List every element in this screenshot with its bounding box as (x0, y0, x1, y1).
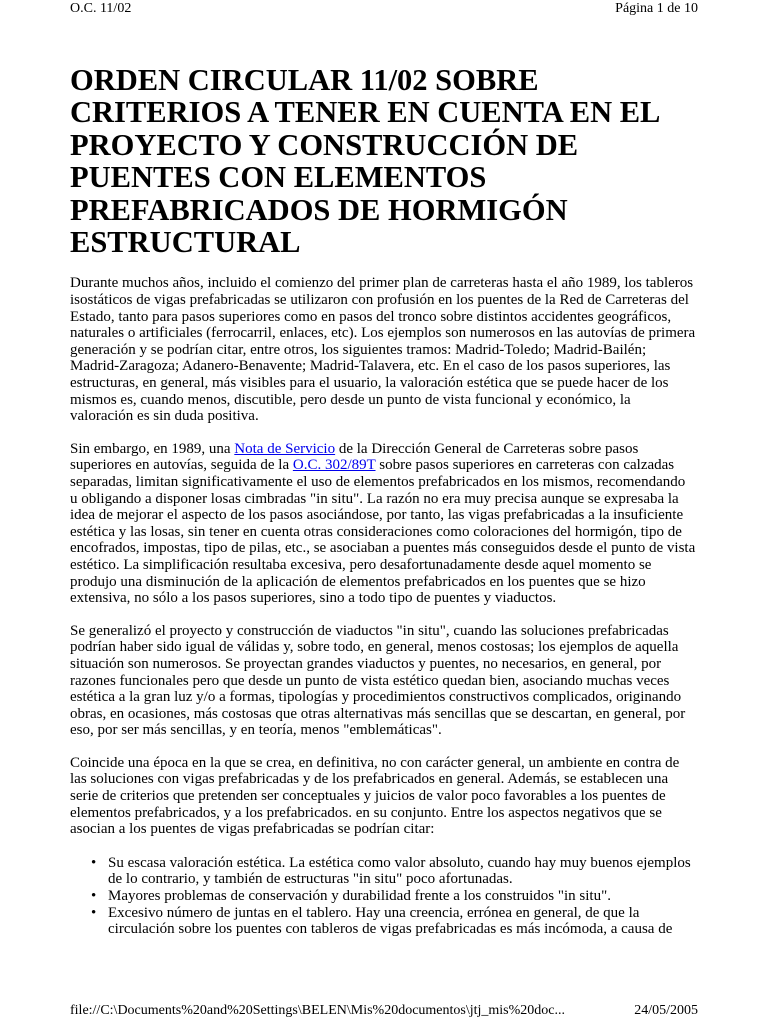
document-reference: O.C. 11/02 (70, 1, 132, 16)
list-item-text: Su escasa valoración estética. La estética como valor absoluto, cuando hay muy buenos ejemplos de lo contrario, y también de estructuras "in situ" poco afortunadas. (108, 854, 691, 888)
bullet-icon: • (91, 854, 97, 871)
paragraph-text: Sin embargo, en 1989, una (70, 440, 235, 457)
bullet-icon: • (91, 888, 97, 905)
print-date: 24/05/2005 (634, 1003, 698, 1018)
list-item-text: Mayores problemas de conservación y durabilidad frente a los construidos "in situ". (108, 888, 611, 905)
nota-de-servicio-link[interactable]: Nota de Servicio (234, 440, 336, 457)
page-footer (70, 1002, 698, 1020)
document-body (70, 64, 696, 938)
paragraph-viaductos: Se generalizó el proyecto y construcción de viaductos "in situ", cuando las soluciones prefabricadas podrían haber sido igual de válidas y, sobre todo, en general, menos costosas; los ejemplos de aquella situación son numerosos. Se proyectan grandes viaductos y puentes, no necesarios, en general, por razones funcionales pero que desde un punto de vista estético quedan bien, asociando muchas veces estética a la gran luz y/o a formas, tipologías y procedimientos constructivos complicados, originando obras, en ocasiones, más costosas que otras alternativas más sencillas que se descartan, en general, por eso, por ser más sencillas, y en teoría, menos "emblemáticas". (70, 622, 686, 739)
paragraph-nota-servicio (70, 441, 696, 607)
list-item (91, 904, 696, 938)
list-item (91, 888, 696, 905)
page-header (70, 0, 698, 18)
list-item-text: Excesivo número de juntas en el tablero. Hay una creencia, errónea en general, de que la circulación sobre los puentes con tableros de vigas prefabricadas es más incómoda, a causa de (108, 904, 673, 938)
page-number: Página 1 de 10 (615, 1, 698, 16)
bullet-icon: • (91, 904, 97, 921)
file-path: file://C:\Documents%20and%20Settings\BELEN\Mis%20documentos\jtj_mis%20doc... (70, 1003, 566, 1018)
paragraph-aspectos-negativos: Coincide una época en la que se crea, en definitiva, no con carácter general, un ambiente en contra de las soluciones con vigas prefabricadas y de los prefabricados en general. Además, se establecen una serie de criterios que pretenden ser conceptuales y juicios de valor poco favorables a los puentes de elementos prefabricados, y a los prefabricados. en su conjunto. Entre los aspectos negativos que se asocian a los puentes de vigas prefabricadas se podrían citar: (70, 754, 680, 838)
oc-302-89t-link[interactable]: O.C. 302/89T (292, 457, 376, 474)
document-title: ORDEN CIRCULAR 11/02 SOBRE CRITERIOS A TENER EN CUENTA EN EL PROYECTO Y CONSTRUCCIÓN DE PUENTES CON ELEMENTOS PREFABRICADOS DE HORMIGÓN ESTRUCTURAL (70, 63, 659, 260)
negative-aspects-list (70, 855, 696, 938)
list-item (91, 854, 696, 888)
paragraph-text: de la Dirección General de Carreteras sobre pasos superiores en autovías, seguida de la (70, 440, 639, 474)
paragraph-intro: Durante muchos años, incluido el comienzo del primer plan de carreteras hasta el año 1989, los tableros isostáticos de vigas prefabricadas se utilizaron con profusión en los puentes de la Red de Carreteras del Estado, tanto para pasos superiores como en pasos del tronco sobre distintos accidentes geográficos, naturales o artificiales (ferrocarril, enlaces, etc). Los ejemplos son numerosos en las autovías de primera generación y se podrían citar, entre otros, los siguientes tramos: Madrid-Toledo; Madrid-Bailén; Madrid-Zaragoza; Adanero-Benavente; Madrid-Talavera, etc. En el caso de los pasos superiores, las estructuras, en general, más visibles para el usuario, la valoración estética que se puede hacer de los mismos es, cuando menos, discutible, pero desde un punto de vista funcional y económico, la valoración es sin duda positiva. (70, 275, 696, 425)
paragraph-text: sobre pasos superiores en carreteras con calzadas separadas, limitan significativamente el uso de elementos prefabricados en los mismos, recomendando u obligando a disponer losas cimbradas "in situ". La razón no era muy precisa aunque se expresaba la idea de mejorar el aspecto de los pasos asociándose, por tanto, las vigas prefabricadas a la insuficiente estética y las losas, sin tener en cuenta otras consideraciones como coloraciones del hormigón, tipo de encofrados, impostas, tipo de pilas, etc., se asociaban a puentes más conseguidos desde el punto de vista estético. La simplificación resultaba excesiva, pero desafortunadamente desde aquel momento se produjo una disminución de la aplicación de elementos prefabricados en los puentes que se hizo extensiva, no sólo a los pasos superiores, sino a todo tipo de puentes y viaductos. (70, 457, 696, 607)
